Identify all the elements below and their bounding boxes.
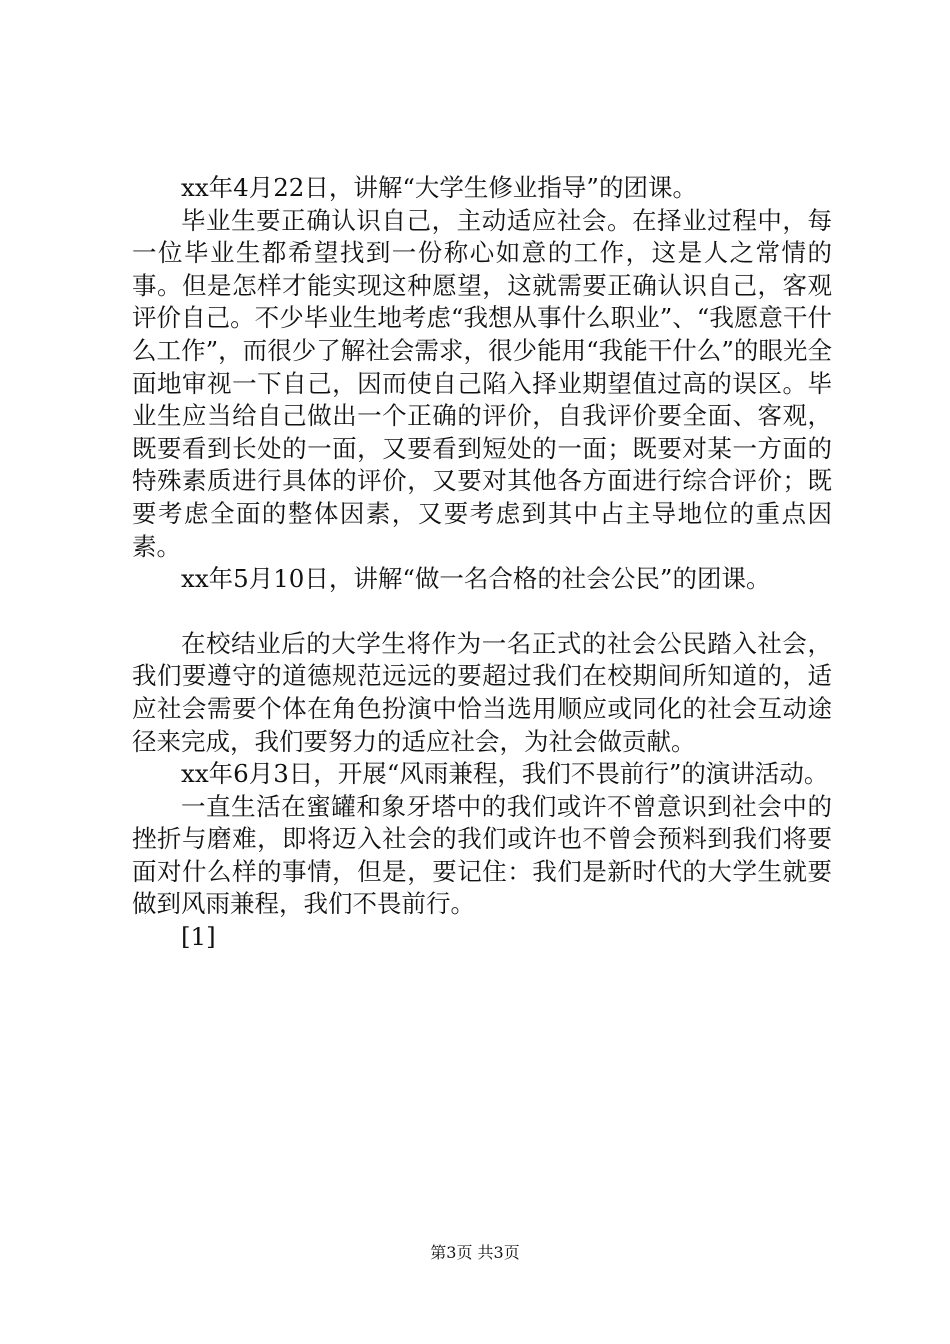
paragraph-spacer xyxy=(132,596,832,628)
paragraph-lecture-may10: xx年5月10日，讲解“做一名合格的社会公民”的团课。 xyxy=(181,564,771,594)
paragraph-reference: [1] xyxy=(181,922,216,952)
paragraph-hardship: 一直生活在蜜罐和象牙塔中的我们或许不曾意识到社会中的挫折与磨难，即将迈入社会的我们或许也不曾会预料到我们将要面对什么样的事情，但是，要记住：我们是新时代的大学生就要做到风雨兼程，我们不畏前行。 xyxy=(132,791,832,919)
paragraph-speech-jun3: xx年6月3日，开展“风雨兼程，我们不畏前行”的演讲活动。 xyxy=(181,759,829,789)
document-body xyxy=(132,172,832,954)
paragraph-self-assessment: 毕业生要正确认识自己，主动适应社会。在择业过程中，每一位毕业生都希望找到一份称心如意的工作，这是人之常情的事。但是怎样才能实现这种愿望，这就需要正确认识自己，客观评价自己。不少毕业生地考虑“我想从事什么职业”、“我愿意干什么工作”，而很少了解社会需求，很少能用“我能干什么”的眼光全面地审视一下自己，因而使自己陷入择业期望值过高的误区。毕业生应当给自己做出一个正确的评价，自我评价要全面、客观，既要看到长处的一面，又要看到短处的一面；既要对某一方面的特殊素质进行具体的评价，又要对其他各方面进行综合评价；既要考虑全面的整体因素，又要考虑到其中占主导地位的重点因素。 xyxy=(132,205,832,561)
paragraph-citizen: 在校结业后的大学生将作为一名正式的社会公民踏入社会，我们要遵守的道德规范远远的要超过我们在校期间所知道的，适应社会需要个体在角色扮演中恰当选用顺应或同化的社会互动途径来完成，我们要努力的适应社会，为社会做贡献。 xyxy=(132,628,832,756)
page-footer: 第3页 共3页 xyxy=(430,1243,520,1262)
paragraph-lecture-apr22: xx年4月22日，讲解“大学生修业指导”的团课。 xyxy=(181,173,697,202)
